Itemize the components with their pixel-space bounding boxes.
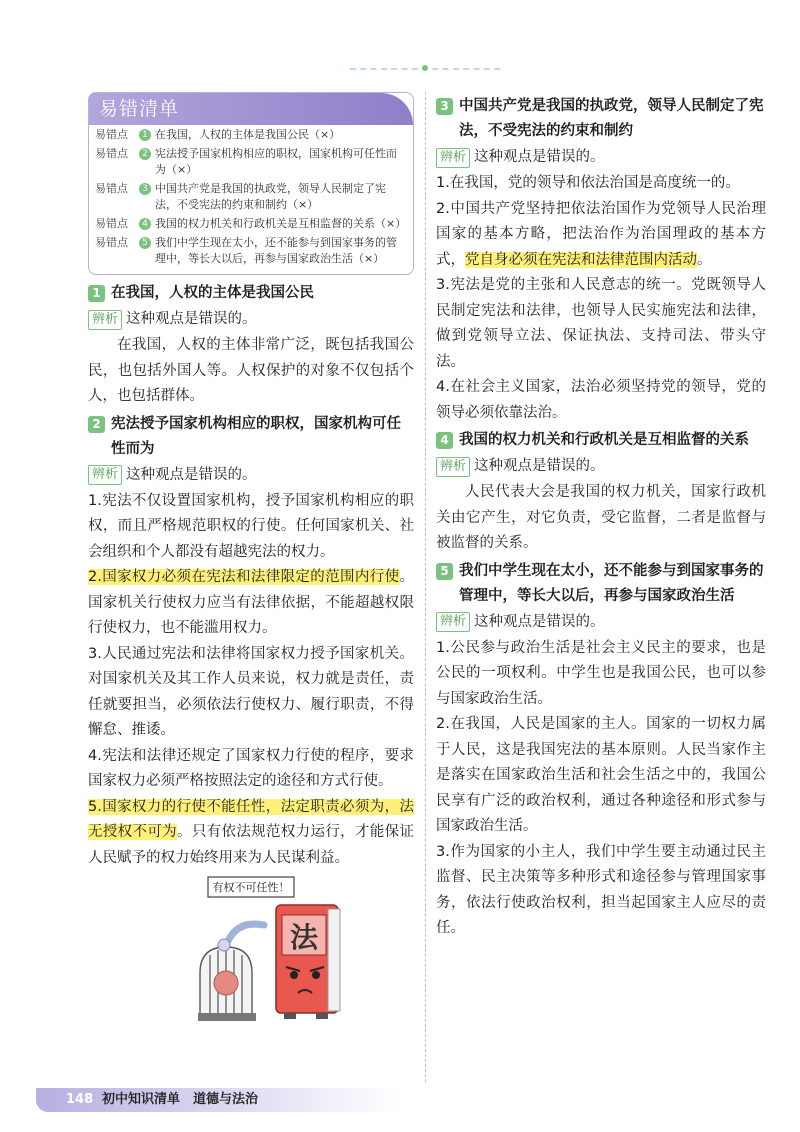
section-title: 我们中学生现在太小，还不能参与到国家事务的管理中，等长大以后，再参与国家政治生活 bbox=[459, 562, 764, 604]
analysis-badge: 辨析 bbox=[88, 310, 122, 330]
section-title: 中国共产党是我国的执政党，领导人民制定了宪法，不受宪法的约束和制约 bbox=[459, 98, 764, 139]
section-title: 宪法授予国家机构相应的职权，国家机构可任性而为 bbox=[111, 415, 401, 457]
highlight-text: 党自身必须在宪法和法律范围内活动 bbox=[465, 251, 697, 268]
error-list-box bbox=[88, 92, 414, 275]
analysis-line bbox=[436, 610, 766, 635]
list-item bbox=[436, 197, 766, 274]
cartoon-illustration bbox=[198, 875, 368, 1025]
list-text: 4.宪法和法律还规定了国家权力行使的程序，要求国家权力必须严格按照法定的途径和方式行使。 bbox=[88, 747, 414, 789]
hand-illustration bbox=[218, 939, 230, 951]
error-item bbox=[89, 144, 413, 179]
law-book-icon bbox=[276, 905, 340, 1019]
verdict-text: 这种观点是错误的。 bbox=[126, 466, 257, 483]
list-text: 4.在社会主义国家，法治必须坚持党的领导，党的领导必须依靠法治。 bbox=[436, 379, 766, 421]
arm-illustration bbox=[228, 924, 264, 941]
list-item bbox=[436, 273, 766, 375]
list-text: 1.公民参与政治生活是社会主义民主的要求，也是公民的一项权利。中学生也是我国公民，也可以参与国家政治生活。 bbox=[436, 639, 766, 707]
section-number: 1 bbox=[88, 285, 105, 302]
section-title: 我国的权力机关和行政机关是互相监督的关系 bbox=[459, 432, 749, 448]
list-text-end: 。 bbox=[697, 251, 712, 268]
list-text-pre: 2.中国共产党坚持把依法治国作为党领导人民治理国家的基本方略，把法治作为治国理政的基本方式， bbox=[436, 200, 766, 268]
error-number: 4 bbox=[139, 218, 151, 230]
list-text bbox=[88, 565, 414, 642]
list-text: 1.宪法不仅设置国家机构，授予国家机构相应的职权，而且严格规范职权的行使。任何国家机关、社会组织和个人都没有超越宪法的权力。 bbox=[88, 492, 414, 560]
list-text-rest: 。只有依法规范权力运行，才能保证人民赋予的权力始终用来为人民谋利益。 bbox=[88, 824, 414, 866]
analysis-line bbox=[436, 145, 766, 170]
list-text: 3.作为国家的小主人，我们中学生要主动通过民主监督、民主决策等多种形式和途径参与管理国家事务，依法行使政治权利，担当起国家主人应尽的责任。 bbox=[436, 843, 766, 936]
list-text: 1.在我国，党的领导和依法治国是高度统一的。 bbox=[436, 175, 740, 191]
list-item bbox=[88, 489, 414, 566]
error-text: 中国共产党是我国的执政党，领导人民制定了宪法，不受宪法的约束和制约（×） bbox=[155, 182, 386, 211]
list-text: 3.宪法是党的主张和人民意志的统一。党既领导人民制定宪法和法律，也领导人民实施宪法和法律，做到党领导立法、保证执法、支持司法、带头守法。 bbox=[436, 277, 766, 370]
error-list-title: 易错清单 bbox=[89, 93, 413, 125]
list-item bbox=[436, 171, 766, 197]
list-text bbox=[436, 197, 766, 274]
section-number: 2 bbox=[88, 416, 105, 433]
error-text: 我们中学生现在太小，还不能参与到国家事务的管理中，等长大以后，再参与国家政治生活（×） bbox=[155, 236, 397, 265]
error-number: 3 bbox=[139, 183, 151, 195]
highlight-text: 5.国家权力的行使不能任性，法定职责必须为，法无授权不可为 bbox=[88, 798, 414, 840]
list-item bbox=[88, 642, 414, 744]
section-title: 在我国，人权的主体是我国公民 bbox=[111, 285, 314, 301]
error-text: 在我国，人权的主体是我国公民（×） bbox=[155, 128, 341, 141]
section-number: 3 bbox=[436, 98, 453, 115]
error-item bbox=[89, 214, 413, 233]
section-heading-1 bbox=[88, 281, 414, 306]
list-item bbox=[88, 744, 414, 795]
error-tag: 易错点 bbox=[95, 236, 128, 249]
list-text-rest: 。国家机关行使权力应当有法律依据，不能超越权限行使权力，也不能滥用权力。 bbox=[88, 569, 414, 636]
analysis-badge: 辨析 bbox=[436, 612, 470, 632]
error-tag: 易错点 bbox=[95, 217, 128, 230]
error-text: 宪法授予国家机构相应的职权，国家机构可任性而为（×） bbox=[155, 147, 397, 176]
top-decoration bbox=[350, 68, 500, 74]
verdict-text: 这种观点是错误的。 bbox=[474, 149, 605, 165]
section-number: 4 bbox=[436, 432, 453, 449]
list-text bbox=[88, 795, 414, 872]
analysis-badge: 辨析 bbox=[88, 465, 122, 485]
error-item bbox=[89, 233, 413, 268]
page-footer bbox=[36, 1088, 400, 1112]
list-text: 2.在我国，人民是国家的主人。国家的一切权力属于人民，这是我国宪法的基本原则。人民当家作主是落实在国家政治生活和社会生活之中的，我国公民享有广泛的政治权利，通过各种途径和形式参与国家政治生活。 bbox=[436, 716, 766, 834]
decoration-dot bbox=[422, 65, 428, 71]
list-text: 3.人民通过宪法和法律将国家权力授予国家机关。对国家机关及其工作人员来说，权力就是责任，责任就要担当，必须依法行使权力、履行职责，不得懈怠、推诿。 bbox=[88, 645, 414, 738]
section-heading-2 bbox=[88, 412, 414, 462]
right-column bbox=[436, 92, 766, 942]
error-item bbox=[89, 179, 413, 214]
error-text: 我国的权力机关和行政机关是互相监督的关系（×） bbox=[155, 217, 407, 230]
verdict-text: 这种观点是错误的。 bbox=[474, 613, 605, 630]
list-item bbox=[436, 840, 766, 942]
error-number: 2 bbox=[139, 148, 151, 160]
verdict-text: 这种观点是错误的。 bbox=[126, 311, 257, 327]
page-number: 148 bbox=[66, 1092, 94, 1107]
book-title-text: 法 bbox=[289, 921, 319, 954]
section-number: 5 bbox=[436, 563, 453, 580]
list-item bbox=[88, 565, 414, 642]
verdict-text: 这种观点是错误的。 bbox=[474, 458, 605, 474]
analysis-badge: 辨析 bbox=[436, 148, 470, 168]
list-item bbox=[88, 795, 414, 872]
section-paragraph: 人民代表大会是我国的权力机关，国家行政机关由它产生，对它负责，受它监督，二者是监督与被监督的关系。 bbox=[436, 484, 766, 551]
section-heading-3 bbox=[436, 94, 766, 144]
error-number: 1 bbox=[139, 129, 151, 141]
list-item bbox=[436, 636, 766, 713]
speech-bubble-text: 有权不可任性！ bbox=[212, 881, 290, 894]
analysis-line bbox=[88, 463, 414, 488]
section-heading-5 bbox=[436, 559, 766, 609]
left-column bbox=[88, 92, 414, 1025]
error-tag: 易错点 bbox=[95, 128, 128, 141]
error-tag: 易错点 bbox=[95, 182, 128, 195]
highlight-text: 2.国家权力必须在宪法和法律限定的范围内行使 bbox=[88, 569, 400, 585]
list-item bbox=[436, 375, 766, 426]
list-item bbox=[436, 712, 766, 840]
analysis-badge: 辨析 bbox=[436, 457, 470, 477]
column-divider bbox=[425, 92, 426, 1082]
section-heading-4 bbox=[436, 428, 766, 453]
error-tag: 易错点 bbox=[95, 147, 128, 160]
error-item bbox=[89, 125, 413, 144]
birdcage-icon bbox=[198, 947, 256, 1021]
error-number: 5 bbox=[139, 237, 151, 249]
footer-title: 初中知识清单 道德与法治 bbox=[102, 1092, 259, 1107]
analysis-line bbox=[88, 307, 414, 332]
cartoon-svg bbox=[198, 875, 368, 1025]
section-paragraph: 在我国，人权的主体非常广泛，既包括我国公民，也包括外国人等。人权保护的对象不仅包括个人，也包括群体。 bbox=[88, 337, 414, 404]
analysis-line bbox=[436, 454, 766, 479]
